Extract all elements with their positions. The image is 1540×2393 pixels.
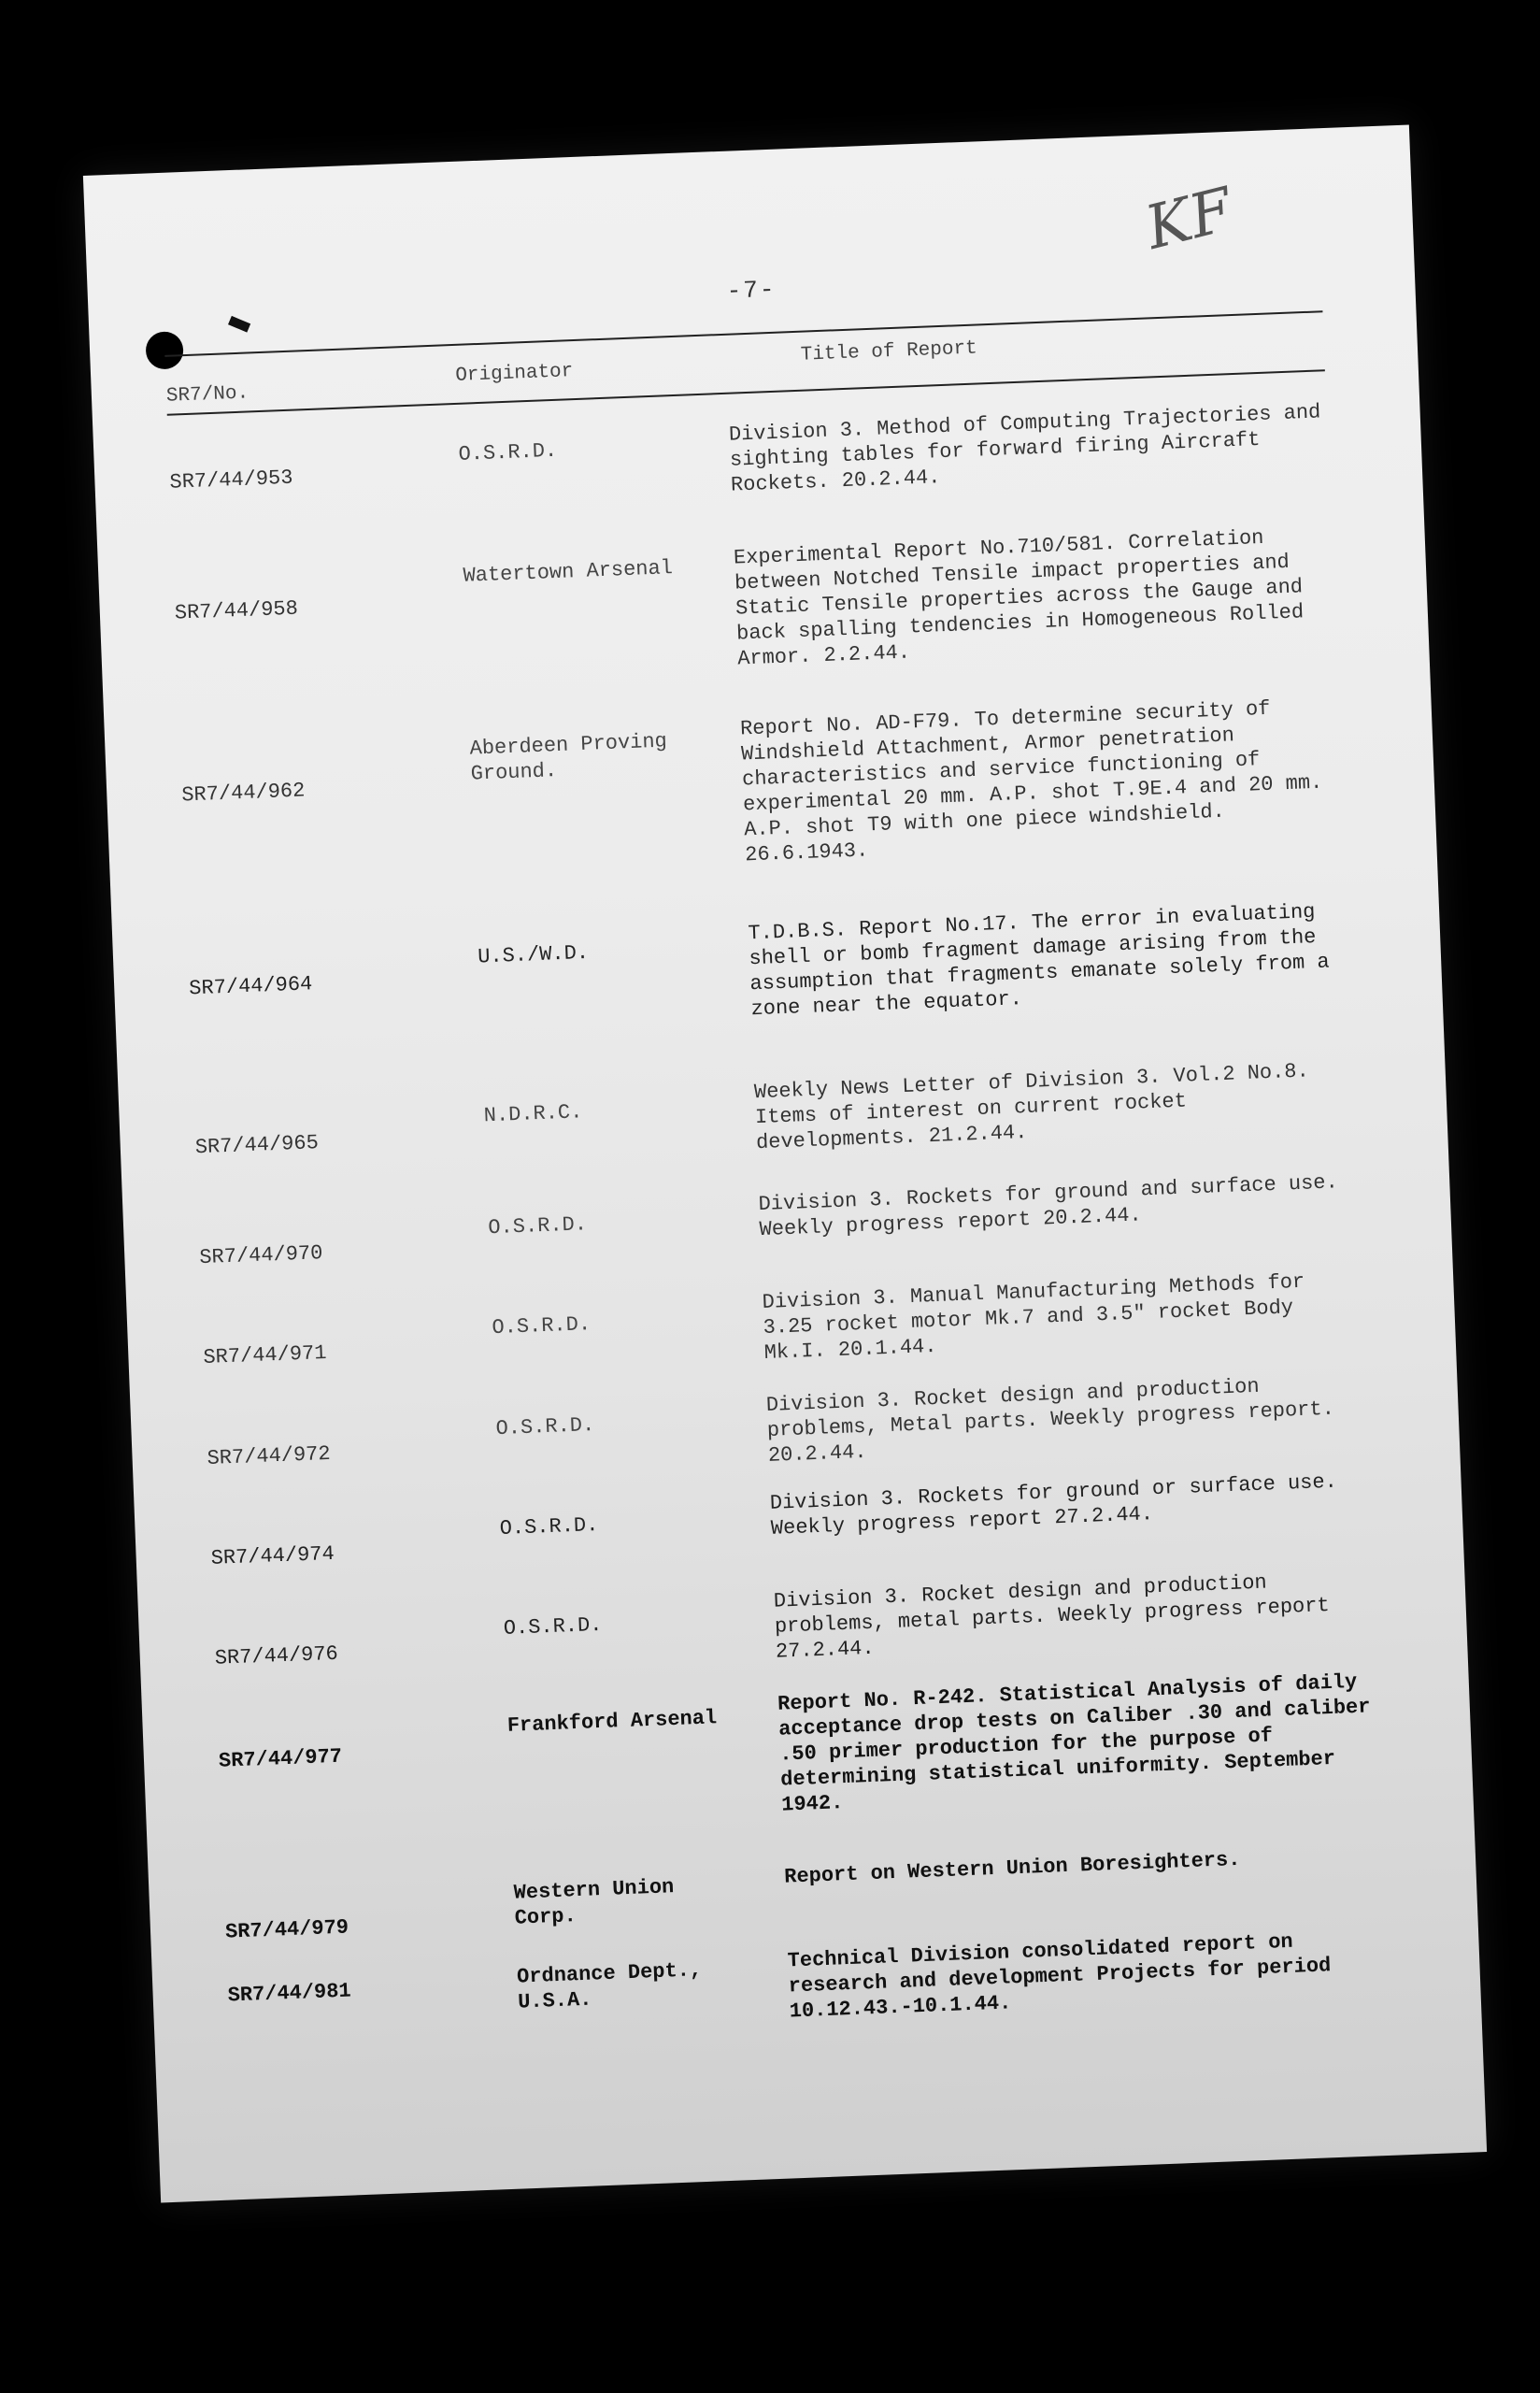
entry-originator: O.S.R.D. <box>495 1413 595 1441</box>
entry-title: Report No. AD-F79. To determine security of Windshield Attachment, Armor penetration characteristics and service functioning of experimental 20 mm. A.P. shot T.9E.4 and 20 mm. A.P. shot T9 with one piece windshield. 26.6.1943. <box>739 696 1323 867</box>
entry-number: SR7/44/970 <box>198 1241 323 1270</box>
table-row <box>142 1669 1468 1817</box>
entry-originator: O.S.R.D. <box>458 438 558 466</box>
entry-originator: Aberdeen Proving Ground. <box>469 729 668 786</box>
page-number: -7- <box>726 275 777 306</box>
entry-title: Division 3. Rockets for ground and surface use. Weekly progress report 20.2.44. <box>758 1170 1339 1242</box>
header-title: Title of Report <box>800 337 978 366</box>
entry-title: T.D.B.S. Report No.17. The error in evaluating shell or bomb fragment damage arising from the assumption that fragments emanate solely from a zone near the equator. <box>748 900 1331 1022</box>
entry-number: SR7/44/979 <box>224 1915 349 1944</box>
entry-number: SR7/44/974 <box>210 1541 335 1570</box>
entry-originator: O.S.R.D. <box>492 1312 592 1340</box>
table-row <box>138 1568 1464 1670</box>
entry-originator: O.S.R.D. <box>499 1512 599 1540</box>
table-row <box>150 1843 1476 1944</box>
table-row <box>93 400 1419 497</box>
entry-number: SR7/44/977 <box>218 1744 343 1773</box>
entry-originator: O.S.R.D. <box>487 1212 588 1240</box>
entry-title: Division 3. Method of Computing Trajectories and sighting tables for forward firing Aircraft Rockets. 20.2.44. <box>728 400 1321 497</box>
header-sr-no: SR7/No. <box>165 382 250 408</box>
punch-hole <box>145 331 184 370</box>
entry-number: SR7/44/965 <box>194 1131 320 1160</box>
entry-number: SR7/44/962 <box>180 779 306 808</box>
entry-title: Technical Division consolidated report on research and development Projects for period 10.12.43.-10.1.44. <box>787 1929 1332 2024</box>
entry-originator: U.S./W.D. <box>477 940 590 969</box>
entry-title: Division 3. Rockets for ground or surface use. Weekly progress report 27.2.44. <box>769 1469 1338 1540</box>
entry-originator: N.D.R.C. <box>483 1100 583 1128</box>
entry-number: SR7/44/976 <box>214 1641 339 1670</box>
entry-number: SR7/44/964 <box>188 972 313 1001</box>
document-page <box>83 125 1487 2203</box>
entry-title: Experimental Report No.710/581. Correlation between Notched Tensile impact properties and Static Tensile properties across the Gauge and back spalling tendencies in Homogeneous Rolled Armor. 2.2.44. <box>733 525 1305 671</box>
table-row <box>135 1469 1461 1570</box>
entry-originator: O.S.R.D. <box>503 1612 603 1641</box>
entry-title: Division 3. Manual Manufacturing Methods for 3.25 rocket motor Mk.7 and 3.5" rocket Body Mk.I. 20.1.44. <box>762 1269 1305 1365</box>
table-row <box>131 1372 1457 1470</box>
entry-title: Report No. R-242. Statistical Analysis of daily acceptance drop tests on Caliber .30 and caliber .50 primer production for the purpose of determining statistical uniformity. September 1942. <box>777 1669 1371 1817</box>
entry-title: Report on Western Union Boresighters. <box>783 1847 1241 1889</box>
entry-title: Weekly News Letter of Division 3. Vol.2 No.8. Items of interest on current rocket developments. 21.2.44. <box>753 1059 1310 1155</box>
table-row <box>105 696 1431 867</box>
entry-number: SR7/44/981 <box>227 1979 352 2008</box>
entry-title: Division 3. Rocket design and production problems, Metal parts. Weekly progress report. 20.2.44. <box>765 1374 1335 1468</box>
table-row <box>119 1059 1445 1160</box>
entry-number: SR7/44/971 <box>203 1340 327 1370</box>
entry-number: SR7/44/953 <box>169 466 293 494</box>
table-row <box>123 1170 1449 1270</box>
entry-title: Division 3. Rocket design and production problems, metal parts. Weekly progress report 27.2.44. <box>773 1570 1331 1664</box>
entry-number: SR7/44/972 <box>207 1441 332 1470</box>
handwritten-initials: KF <box>1138 175 1240 264</box>
entry-originator: Frankford Arsenal <box>506 1706 718 1738</box>
entry-originator: Western Union Corp. <box>513 1875 675 1930</box>
table-row <box>113 900 1439 1022</box>
entry-originator: Watertown Arsenal <box>463 556 674 588</box>
table-row <box>152 1927 1478 2024</box>
entry-number: SR7/44/958 <box>174 596 299 625</box>
entry-originator: Ordnance Dept., U.S.A. <box>516 1958 703 2014</box>
table-row <box>127 1269 1453 1370</box>
header-originator: Originator <box>454 361 574 387</box>
table-row <box>98 525 1424 671</box>
